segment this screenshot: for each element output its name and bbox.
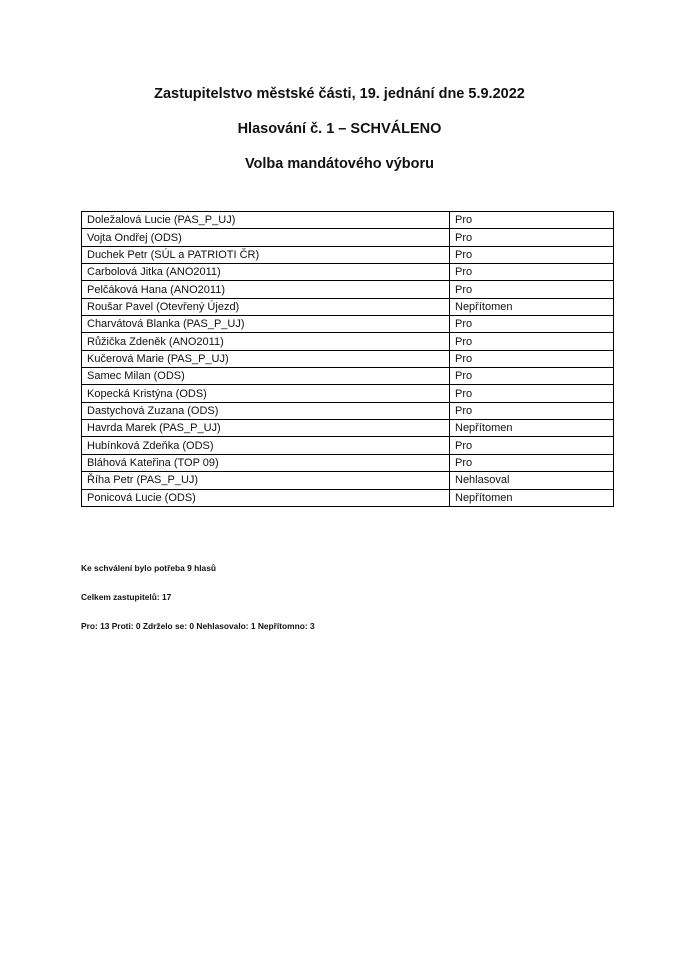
member-vote: Pro [450, 350, 614, 367]
member-vote: Pro [450, 229, 614, 246]
table-row [82, 368, 614, 385]
member-vote: Nepřítomen [450, 298, 614, 315]
member-name: Ponicová Lucie (ODS) [82, 489, 450, 506]
member-vote: Pro [450, 281, 614, 298]
member-name: Hubínková Zdeňka (ODS) [82, 437, 450, 454]
vote-subject: Volba mandátového výboru [244, 156, 435, 172]
member-vote: Pro [450, 368, 614, 385]
member-name: Kopecká Kristýna (ODS) [82, 385, 450, 402]
votes-table-body [82, 212, 614, 507]
table-row [82, 246, 614, 263]
table-row [82, 437, 614, 454]
member-name: Havrda Marek (PAS_P_UJ) [82, 420, 450, 437]
member-vote: Pro [450, 385, 614, 402]
member-name: Carbolová Jitka (ANO2011) [82, 264, 450, 281]
total-members: Celkem zastupitelů: 17 [81, 592, 172, 602]
member-name: Dastychová Zuzana (ODS) [82, 402, 450, 419]
member-name: Pelčáková Hana (ANO2011) [82, 281, 450, 298]
table-row [82, 350, 614, 367]
member-vote: Pro [450, 246, 614, 263]
document-title: Zastupitelstvo městské části, 19. jednání dne 5.9.2022 [154, 86, 525, 102]
votes-table [81, 211, 614, 507]
table-row [82, 264, 614, 281]
member-name: Bláhová Kateřina (TOP 09) [82, 454, 450, 471]
vote-results: Pro: 13 Proti: 0 Zdrželo se: 0 Nehlasovalo: 1 Nepřítomno: 3 [81, 621, 315, 631]
table-row [82, 385, 614, 402]
member-name: Říha Petr (PAS_P_UJ) [82, 472, 450, 489]
member-vote: Pro [450, 264, 614, 281]
member-vote: Pro [450, 402, 614, 419]
table-row [82, 333, 614, 350]
table-row [82, 316, 614, 333]
member-name: Duchek Petr (SÚL a PATRIOTI ČR) [82, 246, 450, 263]
member-name: Vojta Ondřej (ODS) [82, 229, 450, 246]
member-vote: Pro [450, 333, 614, 350]
member-name: Kučerová Marie (PAS_P_UJ) [82, 350, 450, 367]
vote-title: Hlasování č. 1 – SCHVÁLENO [237, 121, 442, 137]
table-row [82, 212, 614, 229]
member-name: Roušar Pavel (Otevřený Újezd) [82, 298, 450, 315]
member-vote: Pro [450, 454, 614, 471]
member-name: Růžička Zdeněk (ANO2011) [82, 333, 450, 350]
table-row [82, 402, 614, 419]
member-name: Samec Milan (ODS) [82, 368, 450, 385]
table-row [82, 281, 614, 298]
table-row [82, 420, 614, 437]
member-vote: Nepřítomen [450, 420, 614, 437]
table-row [82, 472, 614, 489]
member-name: Doležalová Lucie (PAS_P_UJ) [82, 212, 450, 229]
table-row [82, 489, 614, 506]
table-row [82, 454, 614, 471]
member-vote: Pro [450, 437, 614, 454]
required-votes: Ke schválení bylo potřeba 9 hlasů [81, 563, 216, 573]
member-vote: Nepřítomen [450, 489, 614, 506]
member-vote: Pro [450, 316, 614, 333]
member-vote: Nehlasoval [450, 472, 614, 489]
member-vote: Pro [450, 212, 614, 229]
table-row [82, 229, 614, 246]
member-name: Charvátová Blanka (PAS_P_UJ) [82, 316, 450, 333]
table-row [82, 298, 614, 315]
